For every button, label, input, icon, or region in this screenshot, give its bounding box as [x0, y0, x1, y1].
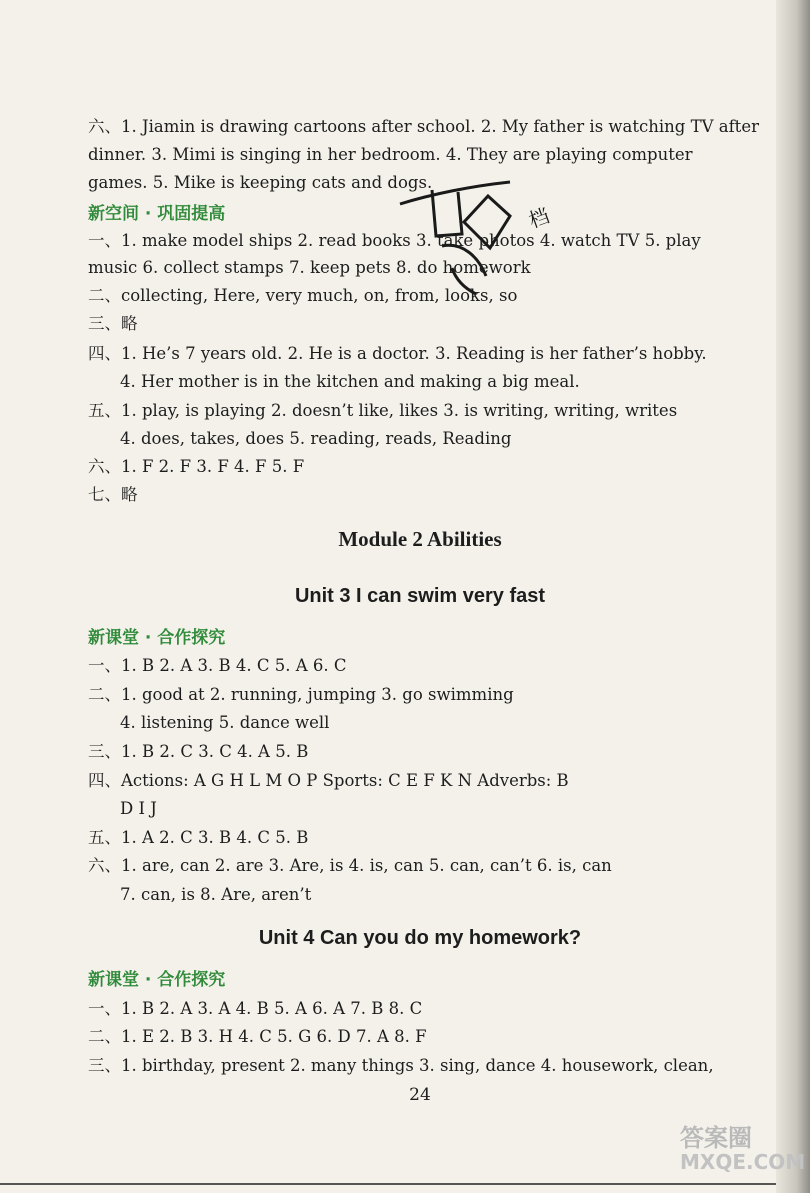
answer-line: 二、1. good at 2. running, jumping 3. go swimming — [88, 685, 514, 704]
answer-line: 六、1. F 2. F 3. F 4. F 5. F — [88, 457, 305, 476]
answer-line: 三、1. B 2. C 3. C 4. A 5. B — [88, 742, 309, 761]
answer-line: 六、1. are, can 2. are 3. Are, is 4. is, can 5. can, can’t 6. is, can — [88, 856, 612, 875]
site-watermark-url: MXQE.COM — [680, 1150, 806, 1174]
answer-line: games. 5. Mike is keeping cats and dogs. — [88, 173, 433, 192]
answer-line: 四、Actions: A G H L M O P Sports: C E F K N Adverbs: B — [88, 771, 569, 790]
page-bottom-edge — [0, 1183, 776, 1185]
section-heading: 新空间 · 巩固提高 — [88, 204, 226, 224]
answer-line: 一、1. make model ships 2. read books 3. take photos 4. watch TV 5. play — [88, 231, 701, 250]
handwritten-stamp — [392, 176, 572, 306]
section-heading: 新课堂 · 合作探究 — [88, 970, 226, 990]
answer-line: 六、1. Jiamin is drawing cartoons after school. 2. My father is watching TV after — [88, 117, 759, 136]
stamp-character: 档 — [525, 203, 553, 233]
answer-line: 三、1. birthday, present 2. many things 3. sing, dance 4. housework, clean, — [88, 1056, 714, 1075]
answer-line: 四、1. He’s 7 years old. 2. He is a doctor. 3. Reading is her father’s hobby. — [88, 344, 707, 363]
answer-line: 7. can, is 8. Are, aren’t — [120, 885, 312, 904]
site-watermark: 答案圈 — [680, 1124, 752, 1152]
answer-line: 4. Her mother is in the kitchen and making a big meal. — [120, 372, 580, 391]
answer-line: 一、1. B 2. A 3. B 4. C 5. A 6. C — [88, 656, 347, 675]
unit-title: Unit 3 I can swim very fast — [294, 585, 546, 607]
answer-line: music 6. collect stamps 7. keep pets 8. do homework — [88, 258, 531, 277]
page-number: 24 — [409, 1085, 431, 1105]
answer-line: 五、1. A 2. C 3. B 4. C 5. B — [88, 828, 309, 847]
answer-line: dinner. 3. Mimi is singing in her bedroom. 4. They are playing computer — [88, 145, 693, 164]
answer-line: 二、collecting, Here, very much, on, from, looks, so — [88, 286, 518, 305]
section-heading: 新课堂 · 合作探究 — [88, 628, 226, 648]
answer-line: 4. does, takes, does 5. reading, reads, Reading — [120, 429, 512, 448]
unit-title: Unit 4 Can you do my homework? — [258, 927, 582, 949]
answer-line: 二、1. E 2. B 3. H 4. C 5. G 6. D 7. A 8. F — [88, 1027, 427, 1046]
answer-line: 七、略 — [88, 485, 138, 504]
answer-line: 三、略 — [88, 314, 138, 333]
answer-line: 一、1. B 2. A 3. A 4. B 5. A 6. A 7. B 8. C — [88, 999, 423, 1018]
module-title: Module 2 Abilities — [338, 527, 502, 551]
answer-line: 4. listening 5. dance well — [120, 713, 330, 732]
answer-line: 五、1. play, is playing 2. doesn’t like, likes 3. is writing, writing, writes — [88, 401, 678, 420]
answer-line: D I J — [120, 799, 157, 818]
